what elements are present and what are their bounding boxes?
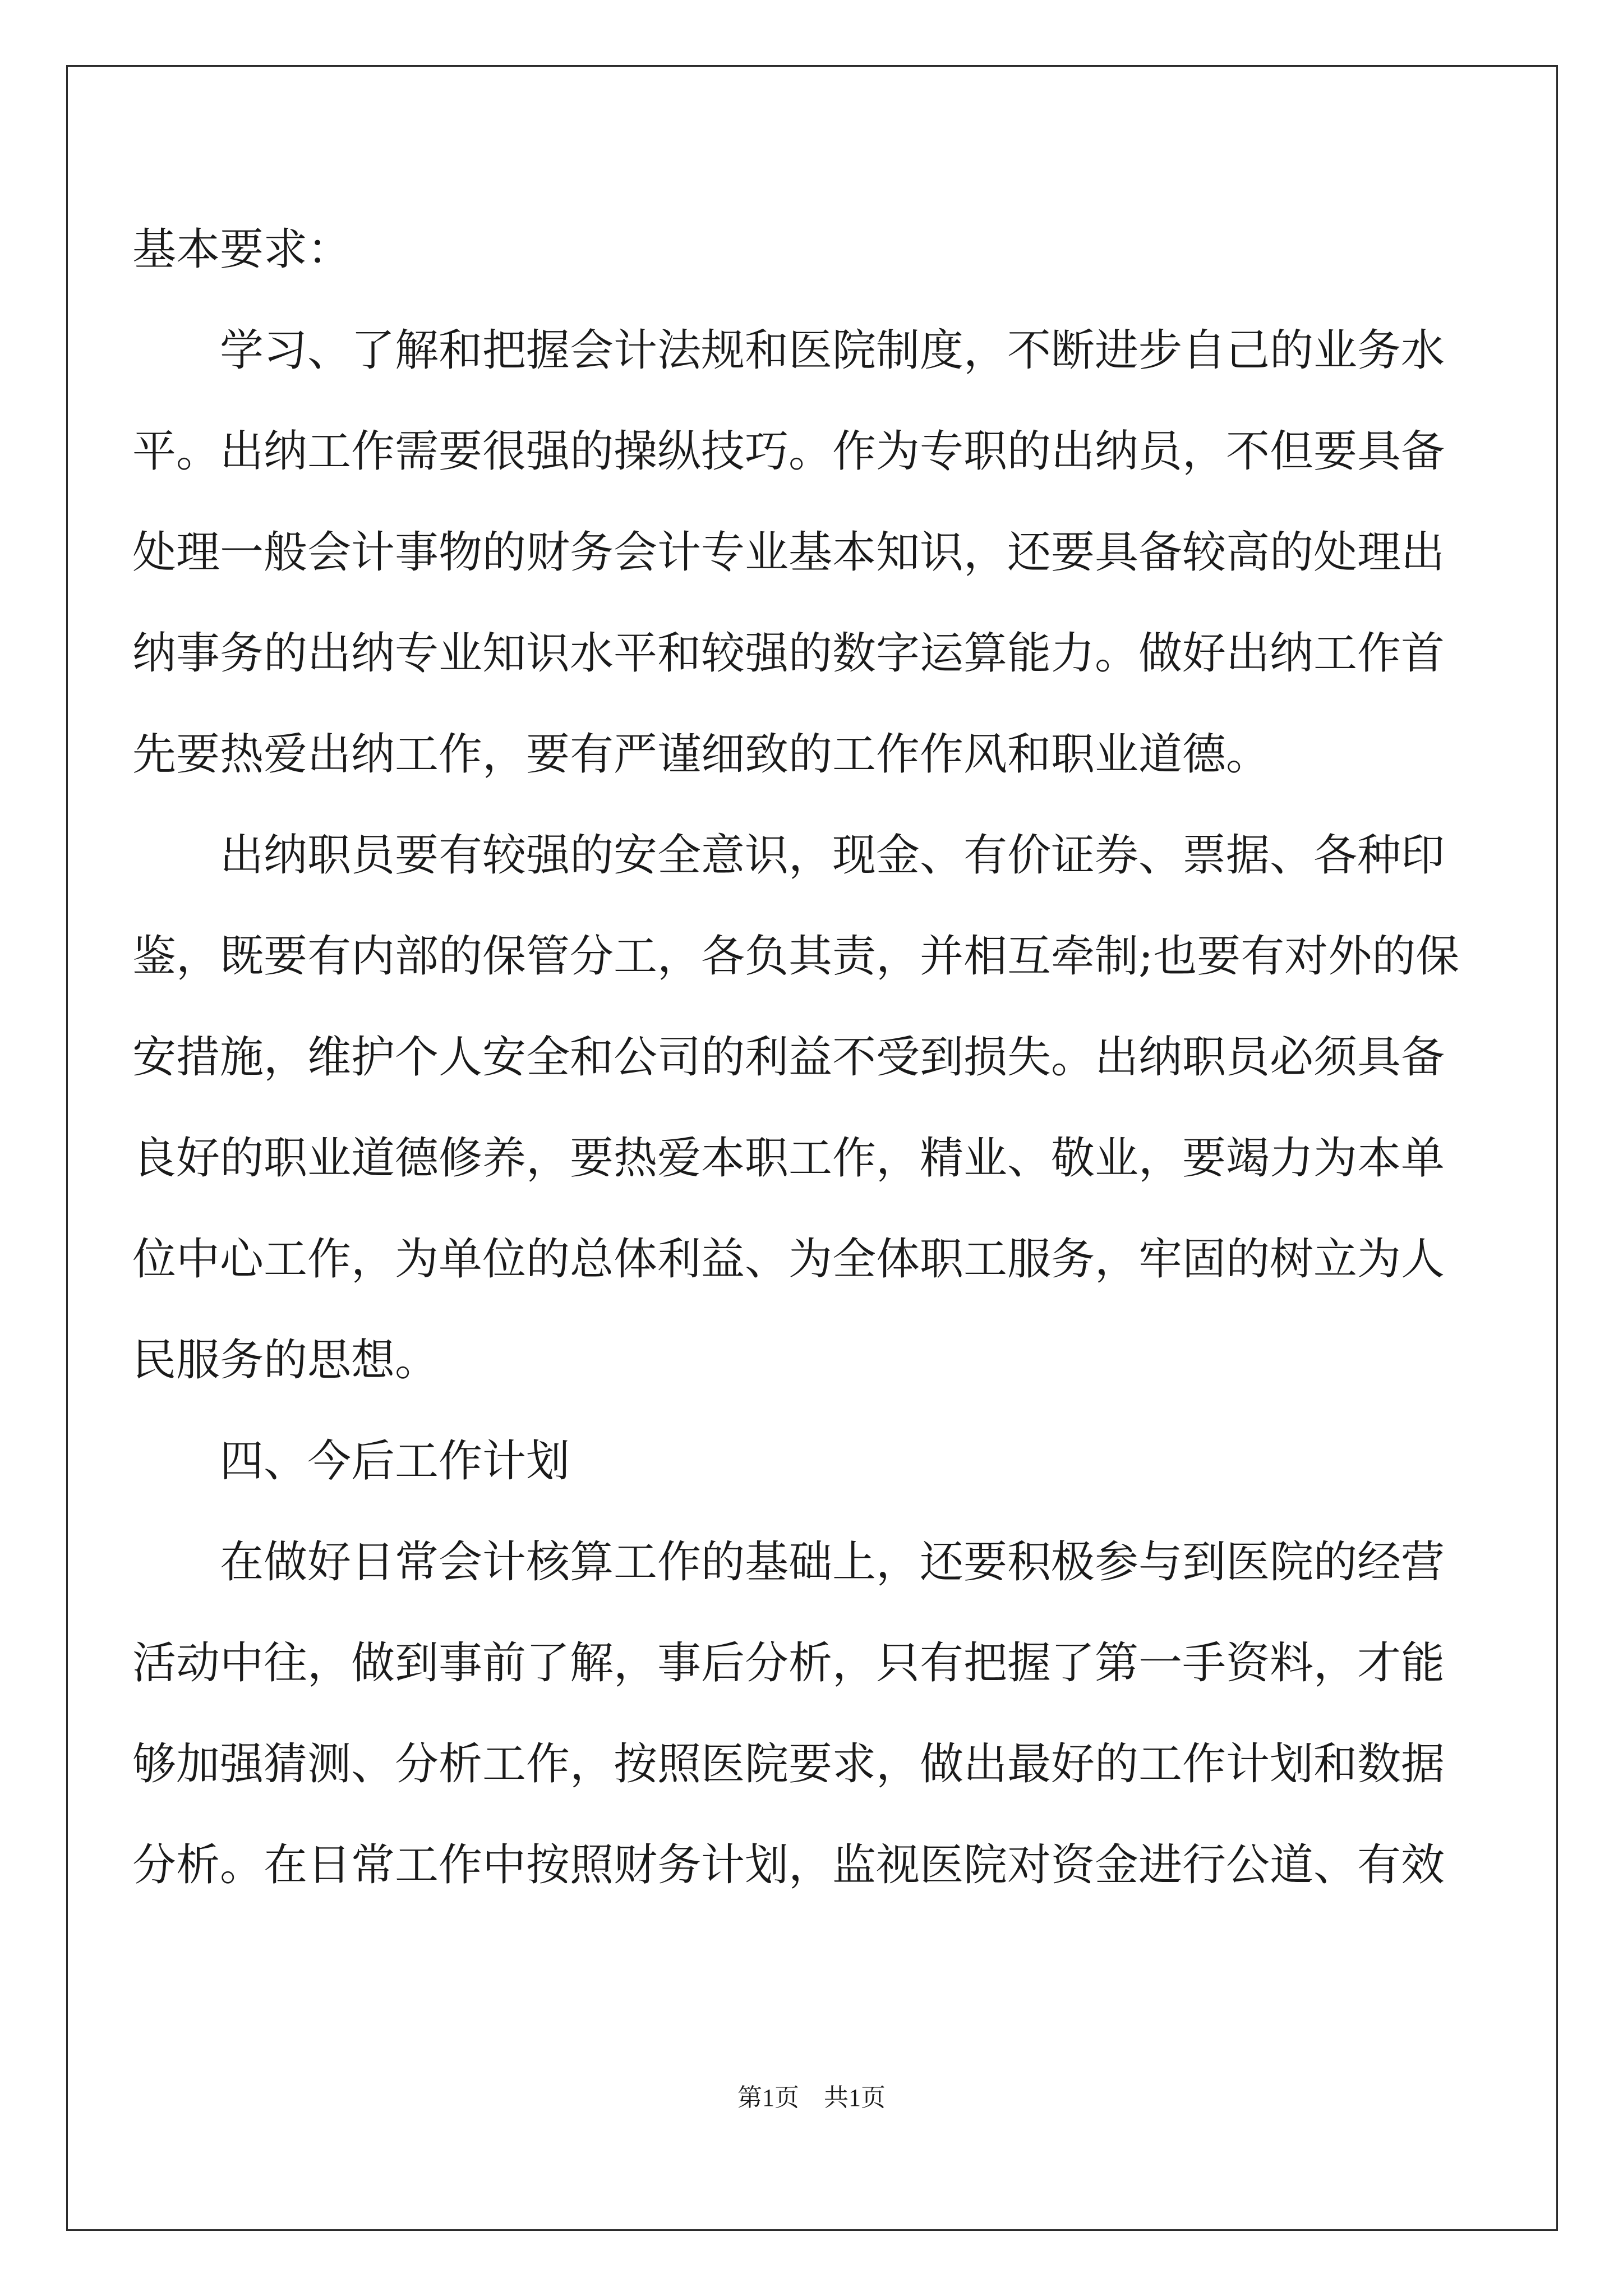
paragraph-3-line-1: 在做好日常会计核算工作的基础上，还要积极参与到医院的经营 (220, 1537, 1445, 1588)
paragraph-1-line-3: 处理一般会计事物的财务会计专业基本知识，还要具备较高的处理出 (132, 527, 1445, 578)
paragraph-3-line-2: 活动中往，做到事前了解，事后分析，只有把握了第一手资料，才能 (132, 1638, 1445, 1688)
paragraph-1-line-2: 平。出纳工作需要很强的操纵技巧。作为专职的出纳员，不但要具备 (132, 426, 1445, 477)
paragraph-3-line-3: 够加强猜测、分析工作，按照医院要求，做出最好的工作计划和数据 (132, 1739, 1445, 1789)
paragraph-2-line-2: 鉴，既要有内部的保管分工，各负其责，并相互牵制;也要有对外的保 (132, 931, 1460, 982)
paragraph-2-line-1: 出纳职员要有较强的安全意识，现金、有价证券、票据、各种印 (220, 830, 1445, 881)
page-number-current: 第1页 (737, 2084, 799, 2111)
page-footer (0, 2081, 1623, 2115)
paragraph-2-line-3: 安措施，维护个人安全和公司的利益不受到损失。出纳职员必须具备 (132, 1032, 1445, 1083)
paragraph-1-line-1: 学习、了解和把握会计法规和医院制度，不断进步自己的业务水 (220, 325, 1445, 376)
paragraph-2-line-5: 位中心工作，为单位的总体利益、为全体职工服务，牢固的树立为人 (132, 1234, 1445, 1285)
page-number-total: 共1页 (824, 2084, 886, 2111)
section-heading-future-plan: 四、今后工作计划 (220, 1436, 570, 1487)
paragraph-1-line-5: 先要热爱出纳工作，要有严谨细致的工作作风和职业道德。 (132, 729, 1270, 780)
paragraph-2-line-6: 民服务的思想。 (132, 1335, 439, 1386)
paragraph-2-line-4: 良好的职业道德修养，要热爱本职工作，精业、敬业，要竭力为本单 (132, 1133, 1445, 1184)
paragraph-heading-basic-requirements: 基本要求： (132, 224, 352, 275)
paragraph-1-line-4: 纳事务的出纳专业知识水平和较强的数字运算能力。做好出纳工作首 (132, 628, 1445, 679)
paragraph-3-line-4: 分析。在日常工作中按照财务计划，监视医院对资金进行公道、有效 (132, 1840, 1445, 1890)
